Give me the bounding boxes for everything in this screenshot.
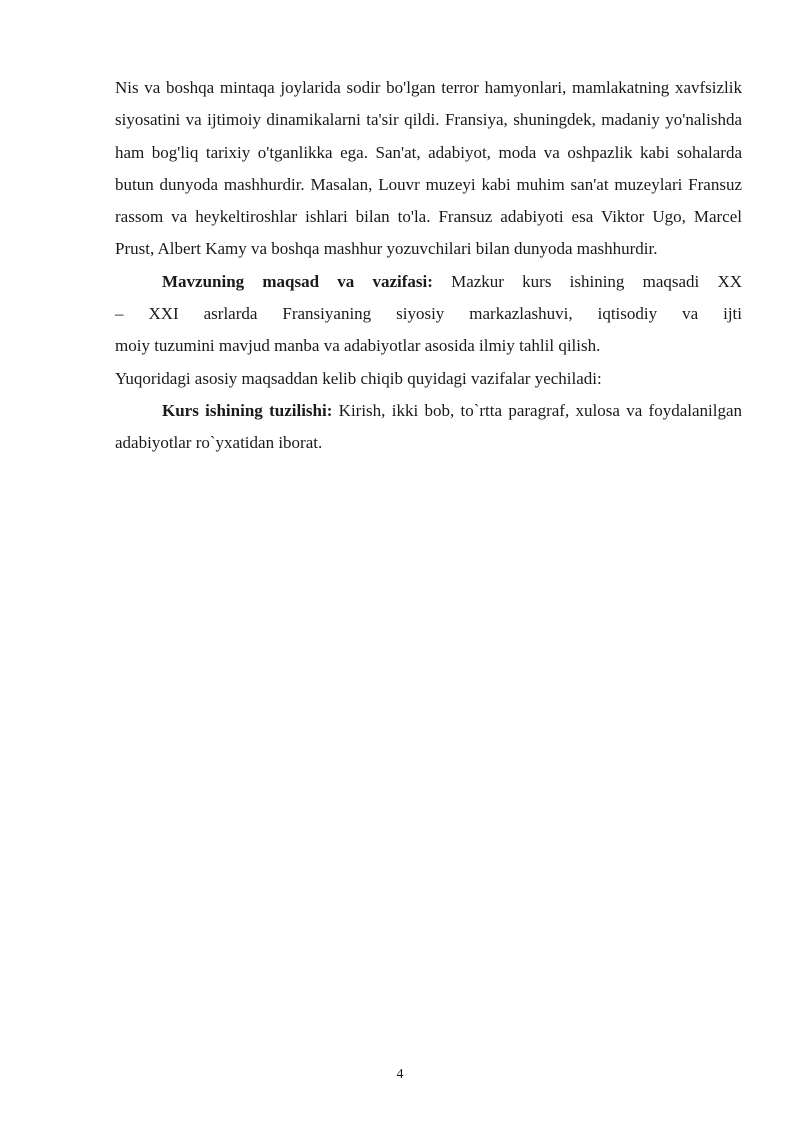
goal-line-2: – XXI asrlarda Fransiyaning siyosiy markazlashuvi, iqtisodiy va ijti [115, 304, 742, 324]
structure-body: Kirish, ikki bob, to`rtta paragraf, xulosa va foydalanilgan adabiyotlar ro`yxatidan iborat. [115, 400, 742, 453]
intro-paragraph: Nis va boshqa mintaqa joylarida sodir bo'lgan terror hamyonlari, mamlakatning xavfsizlik siyosatini va ijtimoiy dinamikalarni ta'sir qildi. Fransiya, shuningdek, madaniy yo'nalishda ham bog'liq tarixiy o'tganlikka ega. San'at, adabiyot, moda va oshpazlik kabi sohalarda butun dunyoda mashhurdir. Masalan, Louvr muzeyi kabi muhim san'at muzeylari Fransuz rassom va heykeltiroshlar ishlari bilan to'la. Fransuz adabiyoti esa Viktor Ugo, Marcel Prust, Albert Kamy va boshqa mashhur yozuvchilari bilan dunyoda mashhurdir. [115, 78, 742, 259]
goal-line-4: Yuqoridagi asosiy maqsaddan kelib chiqib quyidagi vazifalar yechiladi: [115, 368, 602, 388]
body-text [115, 72, 742, 460]
goal-line-3: moiy tuzumini mavjud manba va adabiyotlar asosida ilmiy tahlil qilish. [115, 336, 601, 356]
structure-paragraph [115, 395, 742, 460]
goal-line-1: Mazkur kurs ishining maqsadi XX [451, 271, 743, 291]
goal-heading: Mavzuning maqsad va vazifasi: [162, 271, 433, 291]
goal-paragraph [115, 266, 742, 395]
page-number: 4 [396, 1067, 404, 1082]
structure-heading: Kurs ishining tuzilishi: [162, 400, 333, 420]
goal-first-line [115, 266, 742, 298]
